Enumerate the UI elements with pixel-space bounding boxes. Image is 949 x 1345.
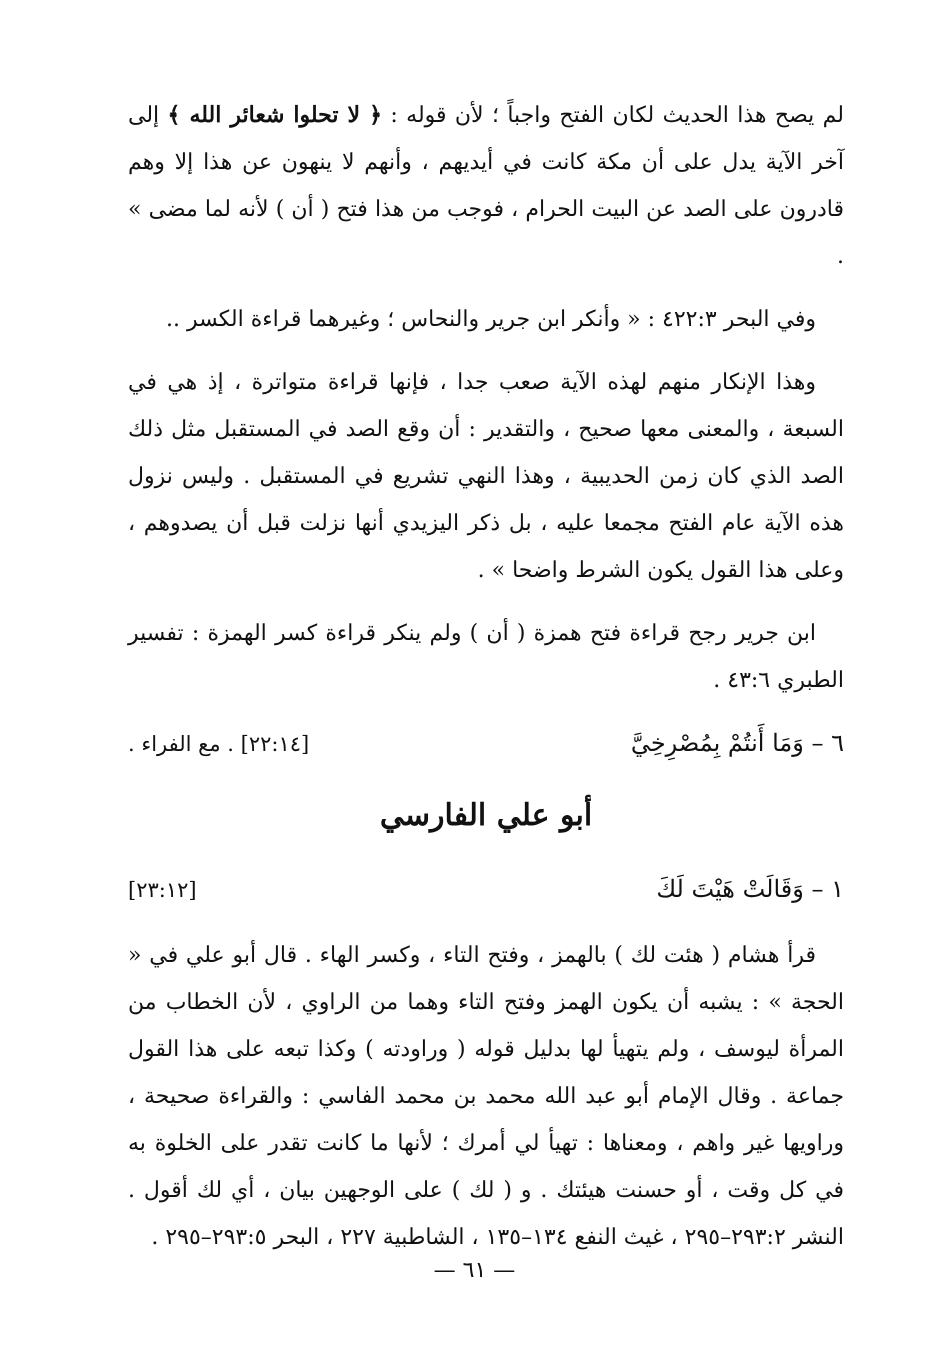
section-heading: أبو علي الفارسي xyxy=(379,798,593,833)
paragraph-lead: لم يصح هذا الحديث لكان الفتح واجباً ؛ لأن قوله : xyxy=(382,103,844,128)
entry-reference: [٢٣:١٢] xyxy=(128,878,197,902)
paragraph-text: قرأ هشام ( هئت لك ) بالهمز ، وفتح التاء ، وكسر الهاء . قال أبو علي في « الحجة » : يشبه أن يكون الهمز وفتح التاء وهما من الراوي ، لأن الخطاب من المرأة ليوسف ، ولم يتهيأ لها بدليل قوله ( وراودته ) وكذا تبعه على هذا القول جماعة . وقال الإمام أبو عبد الله محمد بن محمد الفاسي : والقراءة صحيحة ، وراويها غير واهم ، ومعناها : تهيأ لي أمرك ؛ لأنها ما كانت تقدر على الخلوة به في كل وقت ، أو حسنت هيئتك . و ( لك ) على الوجهين بيان ، أي لك أقول . النشر ٢٩٣:٢–٢٩٥ ، غيث النفع ١٣٤–١٣٥ ، الشاطبية ٢٢٧ ، البحر ٢٩٣:٥–٢٩٥ . xyxy=(128,943,844,1250)
entry-one xyxy=(128,866,844,914)
paragraph-hadith xyxy=(128,92,844,280)
page-number: — ٦١ — xyxy=(433,1258,516,1283)
paragraph-bahr xyxy=(128,296,844,343)
paragraph-text: وهذا الإنكار منهم لهذه الآية صعب جدا ، فإنها قراءة متواترة ، إذ هي في السبعة ، والمعنى معها صحيح ، والتقدير : أن وقع الصد في المستقبل مثل ذلك الصد الذي كان زمن الحديبية ، وهذا النهي تشريع في المستقبل . وليس نزول هذه الآية عام الفتح مجمعا عليه ، بل ذكر اليزيدي أنها نزلت قبل أن يصدوهم ، وعلى هذا القول يكون الشرط واضحا » . xyxy=(128,370,844,583)
paragraph-inkar xyxy=(128,359,844,594)
paragraph-ibn-jarir xyxy=(128,610,844,704)
paragraph-hisham xyxy=(128,932,844,1261)
entry-reference: [٢٢:١٤] . مع الفراء . xyxy=(128,732,310,756)
entry-verse: ١ – وَقَالَتْ هَيْتَ لَكَ xyxy=(656,875,844,903)
paragraph-text: وفي البحر ٤٢٢:٣ : « وأنكر ابن جرير والنحاس ؛ وغيرهما قراءة الكسر .. xyxy=(166,307,816,332)
entry-six xyxy=(128,720,844,768)
paragraph-text: ابن جرير رجح قراءة فتح همزة ( أن ) ولم ينكر قراءة كسر الهمزة : تفسير الطبري ٤٣:٦ . xyxy=(128,621,844,693)
entry-verse: ٦ – وَمَا أَنتُمْ بِمُصْرِخِيَّ xyxy=(630,729,844,757)
paragraph-rest: إلى آخر الآية يدل على أن مكة كانت في أيديهم ، وأنهم لا ينهون عن هذا إلا وهم قادرون على الصد عن البيت الحرام ، فوجب من هذا فتح ( أن ) لأنه لما مضى » . xyxy=(128,103,844,269)
quranic-quote: ﴿ لا تحلوا شعائر الله ﴾ xyxy=(167,102,383,128)
page-body xyxy=(128,92,844,1277)
